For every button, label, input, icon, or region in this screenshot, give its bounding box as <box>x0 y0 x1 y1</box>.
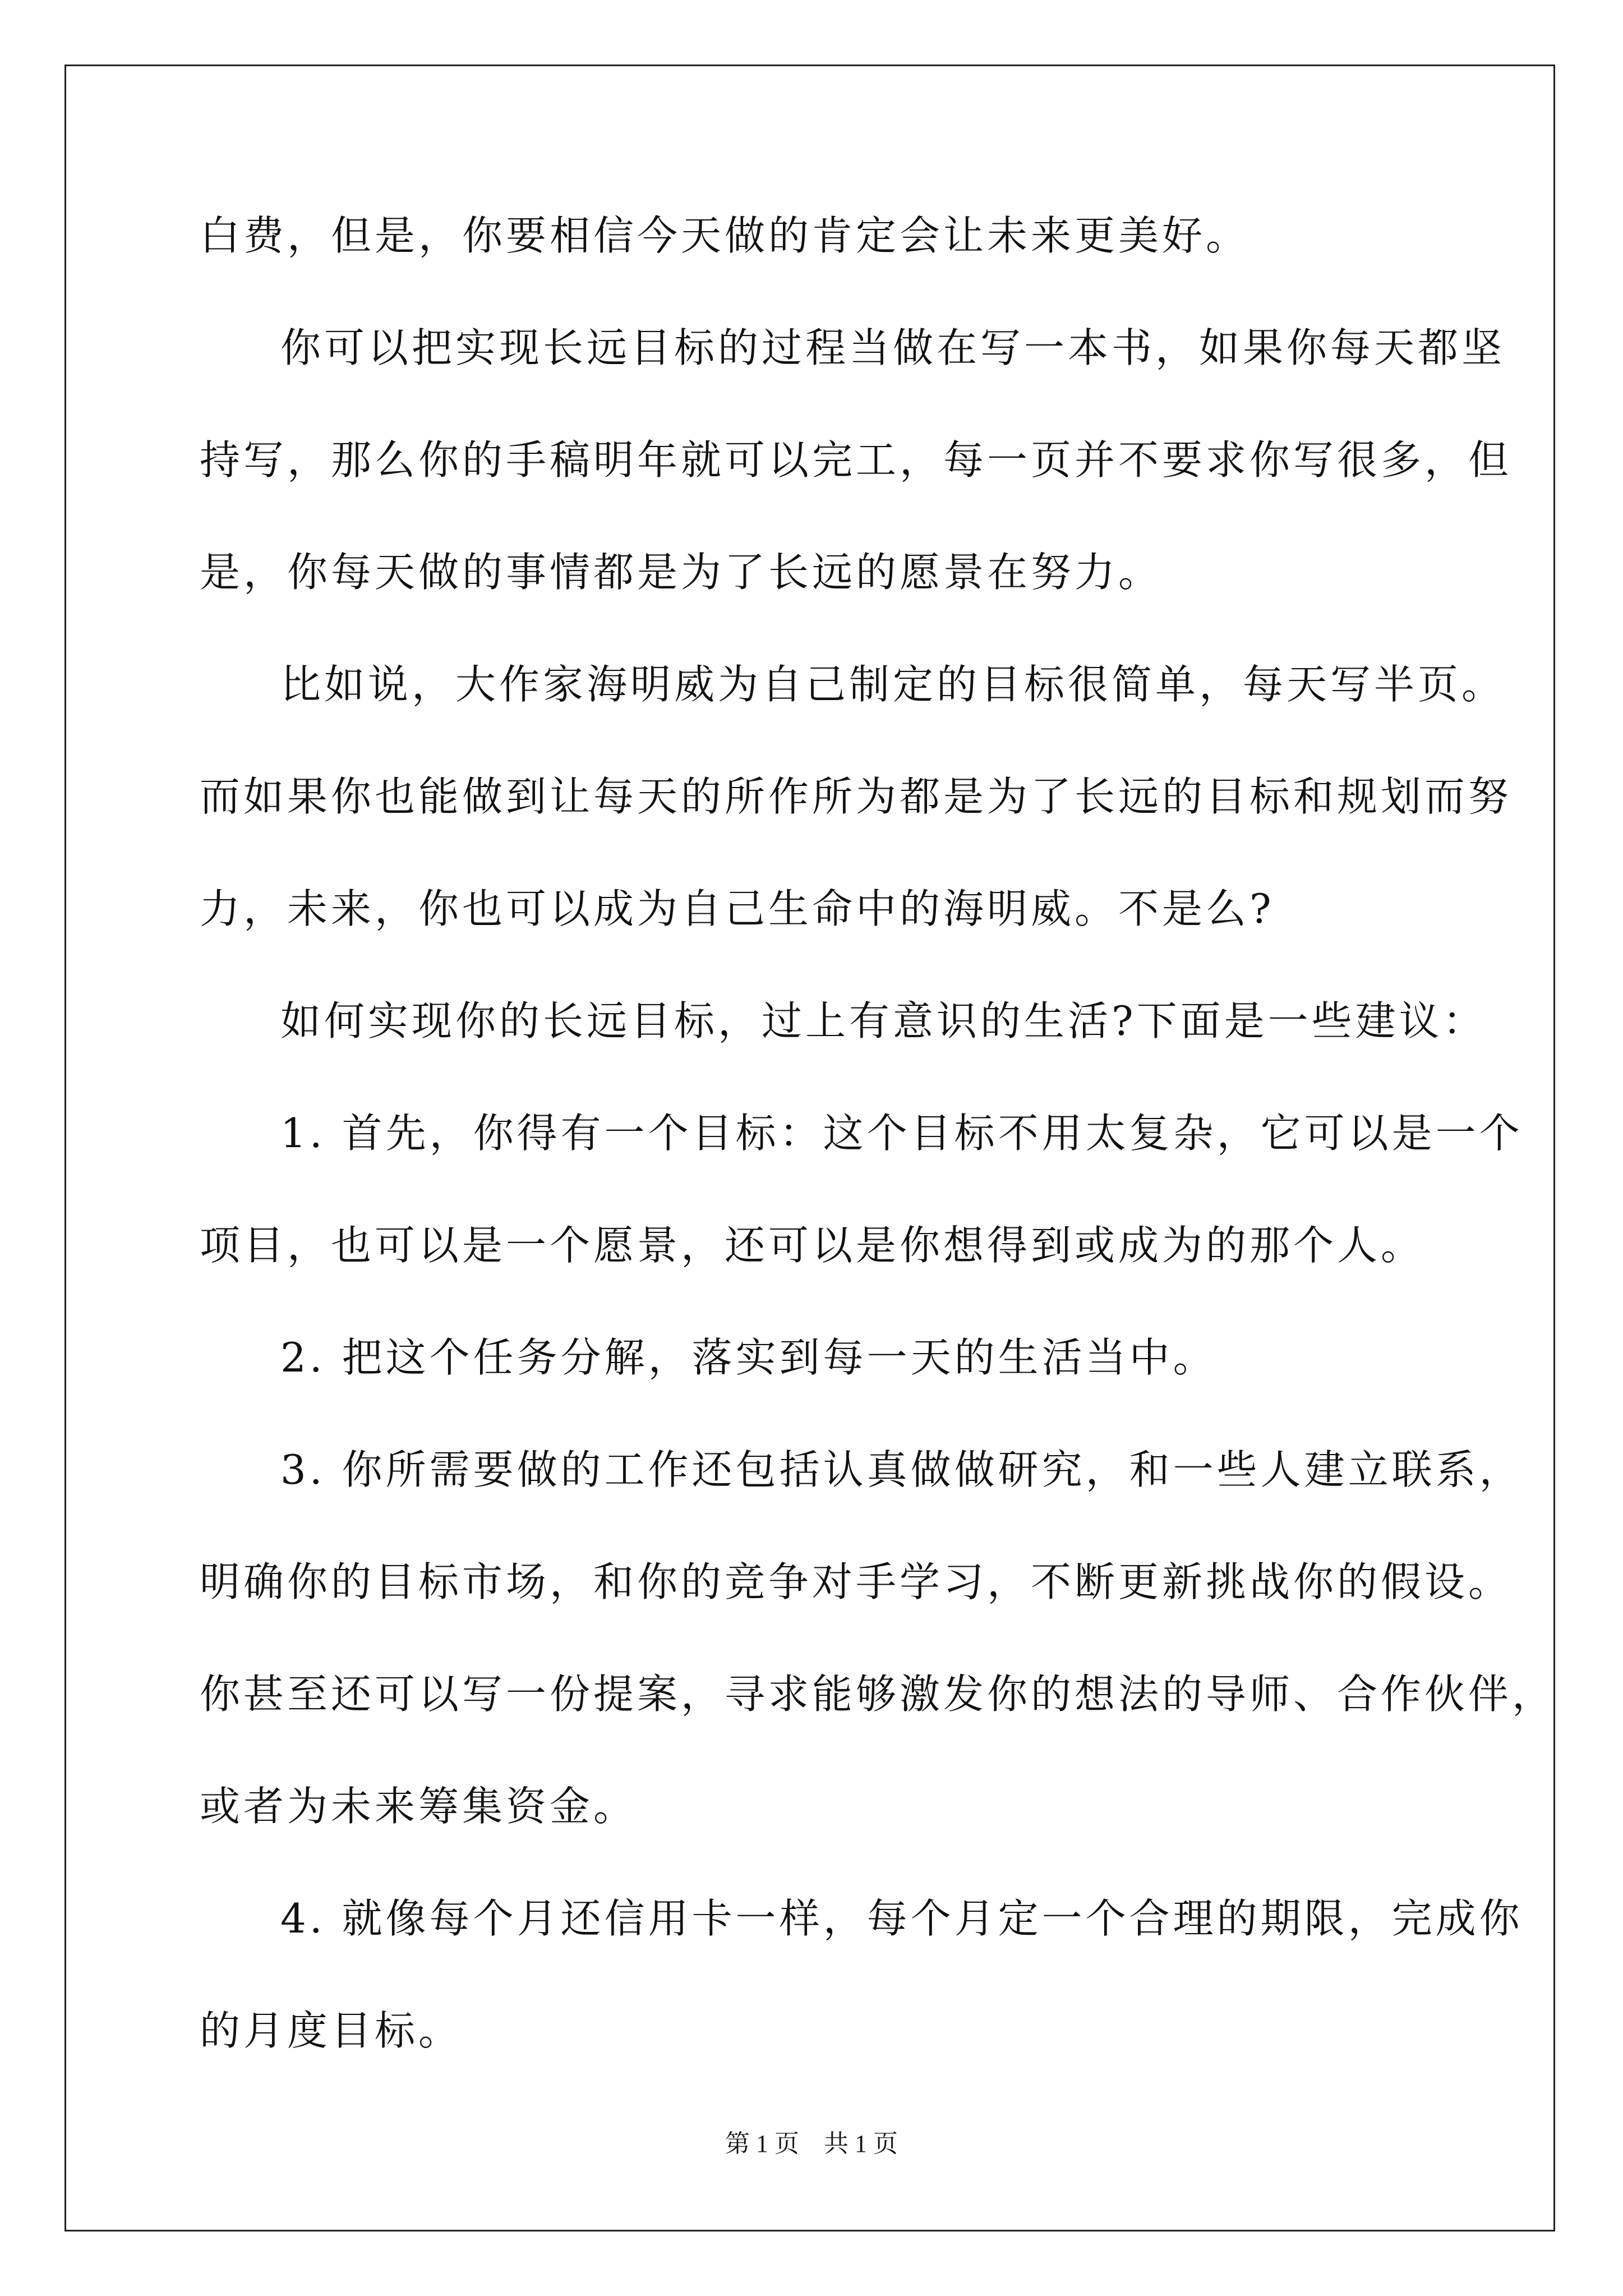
list-item-text: 2. 把这个任务分解，落实到每一天的生活当中。 <box>280 1334 1217 1381</box>
text-line: 力，未来，你也可以成为自己生命中的海明威。不是么? <box>200 885 1275 932</box>
text-line: 白费，但是，你要相信今天做的肯定会让未来更美好。 <box>200 212 1250 259</box>
list-item-text: 明确你的目标市场，和你的竞争对手学习，不断更新挑战你的假设。 <box>200 1558 1513 1605</box>
list-item-text: 的月度目标。 <box>200 2007 463 2054</box>
list-item-text: 你甚至还可以写一份提案，寻求能够激发你的想法的导师、合作伙伴， <box>200 1671 1556 1718</box>
text-line: 是，你每天做的事情都是为了长远的愿景在努力。 <box>200 549 1163 596</box>
text-line: 而如果你也能做到让每天的所作所为都是为了长远的目标和规划而努 <box>200 773 1513 820</box>
list-item-text: 4. 就像每个月还信用卡一样，每个月定一个合理的期限，完成你 <box>280 1895 1523 1942</box>
text-line: 比如说，大作家海明威为自己制定的目标很简单，每天写半页。 <box>280 661 1506 708</box>
list-item-text: 3. 你所需要做的工作还包括认真做做研究，和一些人建立联系， <box>280 1446 1523 1493</box>
page-number-footer: 第 1 页 共 1 页 <box>725 2130 898 2157</box>
list-item-text: 或者为未来筹集资金。 <box>200 1783 638 1830</box>
list-item-text: 1. 首先，你得有一个目标：这个目标不用太复杂，它可以是一个 <box>280 1110 1523 1157</box>
text-line: 如何实现你的长远目标，过上有意识的生活?下面是一些建议： <box>280 997 1487 1045</box>
list-item-text: 项目，也可以是一个愿景，还可以是你想得到或成为的那个人。 <box>200 1222 1425 1269</box>
text-line: 你可以把实现长远目标的过程当做在写一本书，如果你每天都坚 <box>280 324 1506 371</box>
text-line: 持写，那么你的手稿明年就可以完工，每一页并不要求你写很多，但 <box>200 436 1513 484</box>
